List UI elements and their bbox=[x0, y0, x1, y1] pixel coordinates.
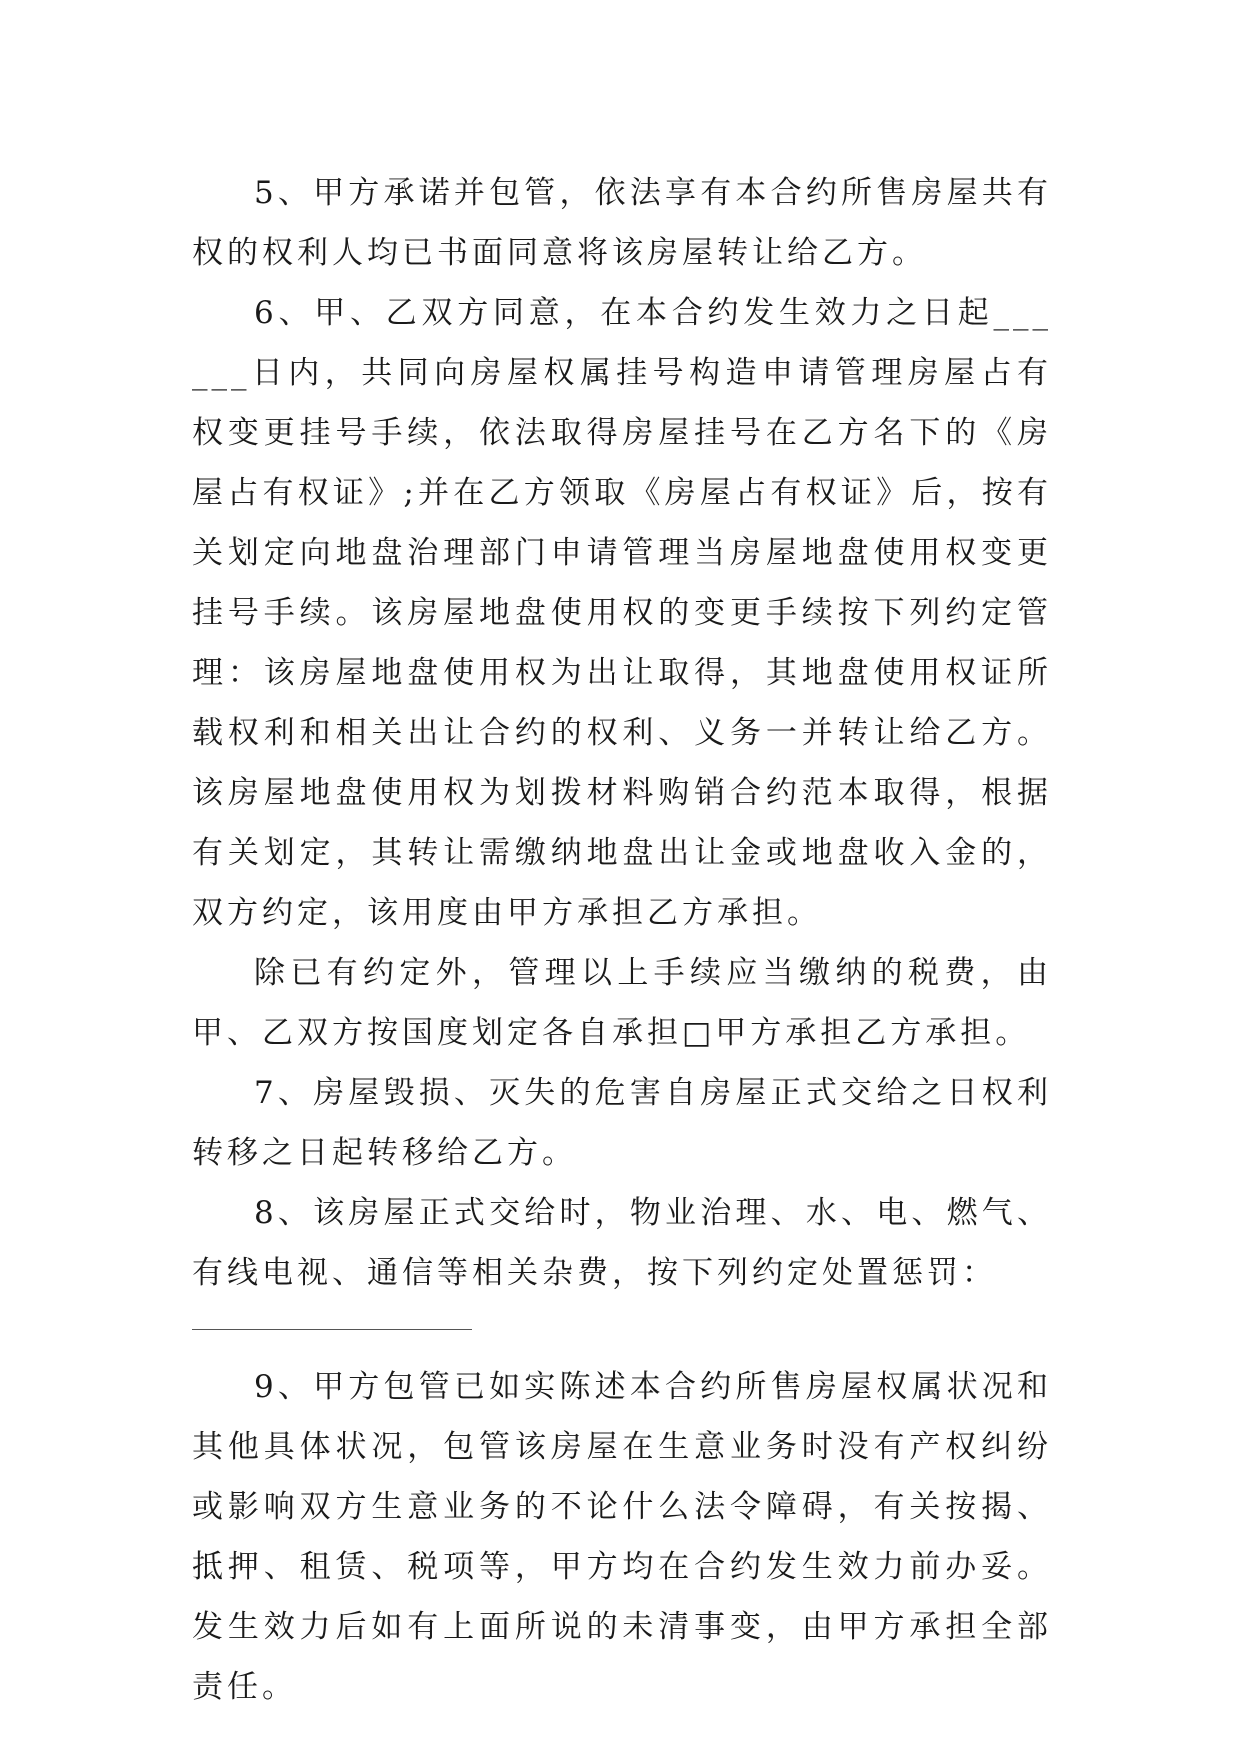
clause-8: 8、该房屋正式交给时，物业治理、水、电、燃气、有线电视、通信等相关杂费，按下列约定处置惩罚： bbox=[192, 1195, 1052, 1291]
document-body bbox=[192, 163, 1052, 1717]
fill-in-blank bbox=[192, 1311, 1052, 1349]
clause-6: 6、甲、乙双方同意，在本合约发生效力之日起______日内，共同向房屋权属挂号构造申请管理房屋占有权变更挂号手续，依法取得房屋挂号在乙方名下的《房屋占有权证》;并在乙方领取《房屋占有权证》后，按有关划定向地盘治理部门申请管理当房屋地盘使用权变更挂号手续。该房屋地盘使用权的变更手续按下列约定管理：该房屋地盘使用权为出让取得，其地盘使用权证所载权利和相关出让合约的权利、义务一并转让给乙方。该房屋地盘使用权为划拨材料购销合约范本取得，根据有关划定，其转让需缴纳地盘出让金或地盘收入金的，双方约定，该用度由甲方承担乙方承担。 bbox=[192, 295, 1052, 931]
clause-7: 7、房屋毁损、灭失的危害自房屋正式交给之日权利转移之日起转移给乙方。 bbox=[192, 1075, 1052, 1171]
clause-9: 9、甲方包管已如实陈述本合约所售房屋权属状况和其他具体状况，包管该房屋在生意业务时没有产权纠纷或影响双方生意业务的不论什么法令障碍，有关按揭、抵押、租赁、税项等，甲方均在合约发生效力前办妥。发生效力后如有上面所说的未清事变，由甲方承担全部责任。 bbox=[192, 1369, 1052, 1705]
blank-underline bbox=[192, 1329, 472, 1330]
clause-6-taxes: 除已有约定外，管理以上手续应当缴纳的税费，由甲、乙双方按国度划定各自承担□甲方承担乙方承担。 bbox=[192, 955, 1052, 1051]
clause-5: 5、甲方承诺并包管，依法享有本合约所售房屋共有权的权利人均已书面同意将该房屋转让给乙方。 bbox=[192, 175, 1052, 271]
